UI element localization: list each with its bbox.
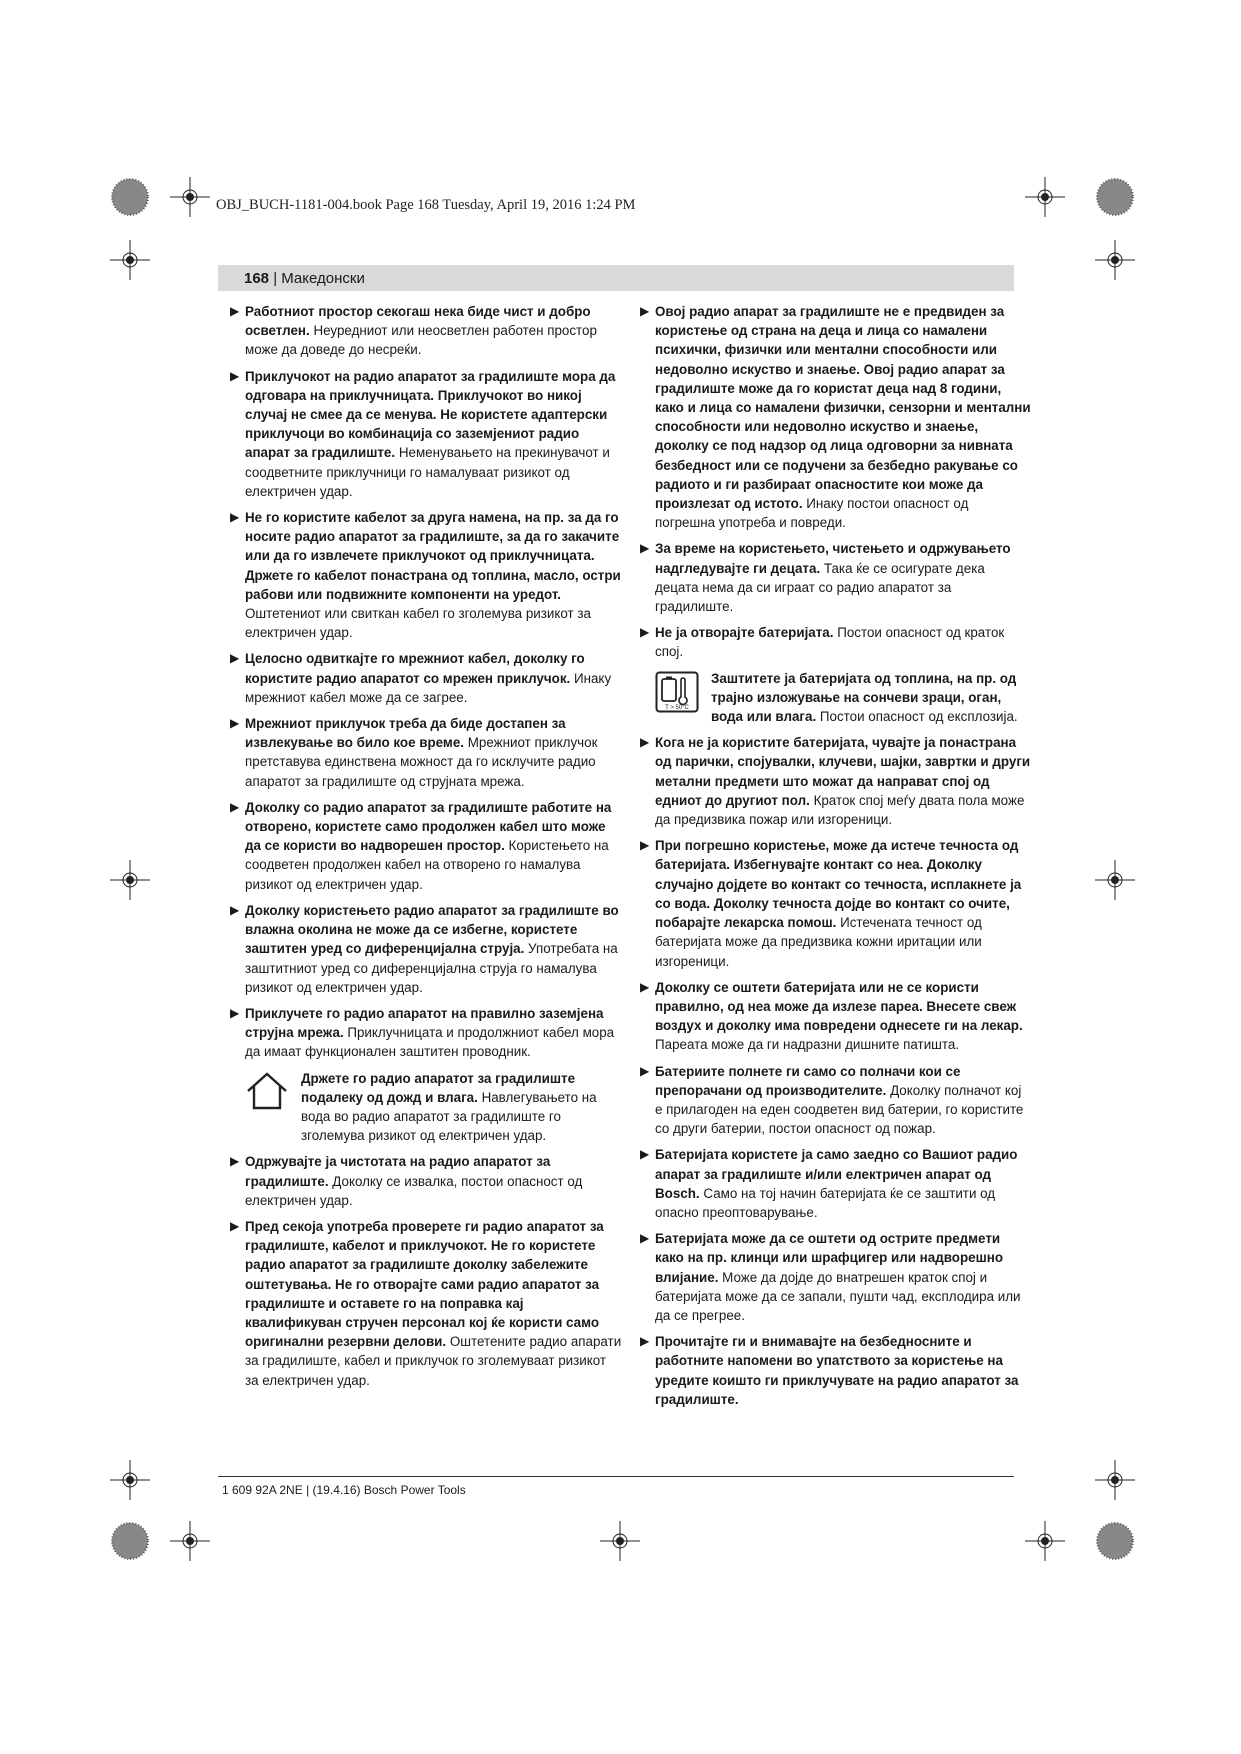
bullet-arrow-icon: ▶: [230, 368, 240, 383]
bullet-arrow-icon: ▶: [640, 979, 650, 994]
item-bold: Батериите полнете ги само со полначи кои се препорачани од производителите.: [655, 1063, 961, 1098]
item-bold: Приклучете го радио апаратот на правилно заземјена струјна мрежа.: [245, 1005, 604, 1041]
list-item: [640, 1332, 1032, 1409]
item-bold: Одржувајте ја чистотата на радио апаратот за градилиште.: [245, 1154, 551, 1189]
item-text: Може да дојде до внатрешен краток спој и батеријата може да се запали, пушти чад, експлодира или да се прегрее.: [655, 1269, 1021, 1323]
item-bold: Доколку користењето радио апаратот за градилиште во влажна околина не може да се избегне, користете заштитен уред со диференцијална струја.: [245, 902, 619, 957]
bullet-arrow-icon: ▶: [640, 541, 650, 556]
list-item: [640, 623, 1032, 661]
item-text: Употребата на заштитниот уред со диференцијална струја го намалува ризикот од електричен удар.: [245, 941, 618, 995]
bullet-arrow-icon: ▶: [640, 625, 650, 640]
item-bold: За време на користењето, чистењето и одржувањето надгледувајте ги децата.: [655, 541, 1011, 576]
crosshair-icon: [1095, 1460, 1135, 1500]
item-bold: Не ја отворајте батеријата.: [655, 625, 834, 641]
list-item: [640, 978, 1032, 1055]
boxed-bold: Заштитете ја батеријата од топлина, на пр. од трајно изложување на сончеви зраци, оган, вода или влага.: [711, 670, 1017, 725]
boxed-warning-rain: [245, 1069, 622, 1146]
bullet-arrow-icon: ▶: [230, 510, 240, 525]
list-item: [230, 649, 622, 707]
bullet-arrow-icon: ▶: [230, 902, 240, 917]
item-text: Доколку се извалка, постои опасност од електричен удар.: [245, 1173, 583, 1208]
bullet-arrow-icon: ▶: [230, 304, 240, 318]
list-item: [640, 539, 1032, 616]
list-item: [230, 714, 622, 791]
print-info-line: OBJ_BUCH-1181-004.book Page 168 Tuesday, April 19, 2016 1:24 PM: [216, 197, 636, 213]
bullet-arrow-icon: ▶: [640, 1063, 650, 1078]
item-text: Неуредниот или неосветлен работен простор може да доведе до несреќи.: [245, 323, 597, 358]
registration-wheel-icon: [110, 1521, 150, 1561]
boxed-bold: Држете го радио апаратот за градилиште подалеку од дожд и влага.: [301, 1070, 576, 1105]
item-bold: Приклучокот на радио апаратот за градилиште мора да одговара на приклучницата. Приклучокот во никој случај не смее да се менува. Не користете адаптерски приклучоци во комбинација со заземјениот радио апарат за градилиште.: [245, 368, 616, 461]
list-item: [230, 1152, 622, 1210]
item-bold: Батеријата користете ја само заедно со Вашиот радио апарат за градилиште и/или електричен апарат од Bosch.: [655, 1147, 1018, 1201]
item-bold: При погрешно користење, може да истече течноста од батеријата. Избегнувајте контакт со неа. Доколку случајно дојдете во контакт со течноста, исплакнете ја со вода. Доколку течноста дојде во контакт со очите, побарајте лекарска помош.: [655, 838, 1022, 931]
item-bold: Мрежниот приклучок треба да биде достапен за извлекување во било кое време.: [245, 716, 566, 751]
item-text: Неменувањето на прекинувачот и соодветните приклучници го намалуваат ризикот од електричен удар.: [245, 445, 610, 499]
bullet-arrow-icon: ▶: [230, 1005, 240, 1020]
item-bold: Батеријата може да се оштети од острите предмети како на пр. клинци или шрафцигер или надворешно влијание.: [655, 1231, 1004, 1285]
list-item: [640, 1062, 1032, 1139]
list-item: [230, 367, 622, 501]
boxed-text: Постои опасност од експлозија.: [816, 709, 1018, 725]
list-item: [640, 1229, 1032, 1325]
item-bold: Овој радио апарат за градилиште не е предвиден за користење од страна на деца и лица со намалени психички, физички или ментални способности или недоволно искуство и знаење. Овој радио апарат за градилиште може да го користат деца над 8 години, како и лица со намалени физички, сензорни и ментални способности или недоволно искуство и знаење, доколку се под надзор од лица одговорни за нивната безбедност или се подучени за безбедно ракување со радиото и ги разбираат опасностите кои може да произлезат од истото.: [655, 304, 1031, 512]
list-item: [230, 901, 622, 997]
bullet-arrow-icon: ▶: [640, 1231, 650, 1246]
item-text: Оштетените радио апарати за градилиште, кабел и приклучок го зголемуваат ризикот за електричен удар.: [245, 1334, 622, 1388]
item-text: Инаку мрежниот кабел може да се загрее.: [245, 670, 612, 705]
left-column: [230, 302, 622, 1397]
item-bold: Не го користите кабелот за друга намена, на пр. за да го носите радио апаратот за градилиште, за да го закачите или да го извлечете приклучокот од приклучницата. Држете го кабелот понастрана од топлина, масло, остри рабови или подвижните компоненти на уредот.: [245, 510, 621, 602]
bullet-arrow-icon: ▶: [640, 838, 650, 853]
list-item: [640, 1145, 1032, 1222]
crosshair-icon: [600, 1521, 640, 1561]
crosshair-icon: [170, 1521, 210, 1561]
battery-heat-icon: [655, 671, 699, 713]
crosshair-icon: [110, 1460, 150, 1500]
boxed-warning-battery-heat: [655, 669, 1032, 727]
item-bold: Целосно одвиткајте го мрежниот кабел, доколку го користите радио апаратот со мрежен приклучок.: [245, 651, 585, 686]
crosshair-icon: [1025, 177, 1065, 217]
item-text: Пареата може да ги надразни дишните патишта.: [655, 1037, 960, 1053]
bullet-arrow-icon: ▶: [640, 1147, 650, 1162]
item-text: Така ќе се осигурате дека децата нема да си играат со радио апаратот за градилиште.: [655, 560, 985, 615]
registration-wheel-icon: [1095, 177, 1135, 217]
crosshair-icon: [1095, 860, 1135, 900]
crosshair-icon: [1025, 1521, 1065, 1561]
item-text: Истечената течност од батеријата може да предизвика кожни иритации или изгореници.: [655, 915, 982, 969]
crosshair-icon: [170, 177, 210, 217]
bullet-arrow-icon: ▶: [230, 1154, 240, 1169]
crosshair-icon: [1095, 240, 1135, 280]
item-text: Приклучницата и продолжниот кабел мора да имаат функционален заштитен проводник.: [245, 1025, 615, 1060]
item-bold: Пред секоја употреба проверете ги радио апаратот за градилиште, кабелот и приклучокот. Не го користете радио апаратот за градилиште доколку забележите оштетувања. Не го отворајте сами радио апаратот за градилиште и оставете го на поправка кај квалификуван стручен персонал кој ќе користи само оригинални резервни делови.: [245, 1218, 604, 1350]
registration-wheel-icon: [110, 177, 150, 217]
item-bold: Доколку со радио апаратот за градилиште работите на отворено, користете само продолжен кабел што може да се користи во надворешен простор.: [245, 799, 612, 854]
list-item: [230, 508, 622, 642]
page-footer: 1 609 92A 2NE | (19.4.16) Bosch Power Tools: [222, 1483, 466, 1497]
bullet-arrow-icon: ▶: [640, 304, 650, 318]
list-item: [230, 302, 622, 360]
bullet-arrow-icon: ▶: [230, 799, 240, 814]
list-item: [640, 733, 1032, 829]
footer-rule: [218, 1476, 1014, 1477]
list-item: [230, 798, 622, 894]
registration-wheel-icon: [1095, 1521, 1135, 1561]
item-text: Користењето на соодветен продолжен кабел на отворено го намалува ризикот од електричен удар.: [245, 838, 609, 892]
boxed-text: Навлегувањето на вода во радио апаратот за градилиште го зголемува ризикот од електричен удар.: [301, 1089, 597, 1144]
item-bold: Прочитајте ги и внимавајте на безбедносните и работните напомени во упатството за користење на уредите коишто ги приклучувате на радио апаратот за градилиште.: [655, 1334, 1019, 1407]
bullet-arrow-icon: ▶: [230, 651, 240, 666]
list-item: [230, 1004, 622, 1062]
header-language: Македонски: [281, 270, 365, 287]
list-item: [640, 836, 1032, 970]
page-number: 168: [244, 270, 270, 287]
list-item: [230, 1217, 622, 1390]
item-bold: Кога не ја користите батеријата, чувајте ја понастрана од парички, спојувалки, клучеви, шајки, завртки и други метални предмети што можат да направат спој од едниот до другиот пол.: [655, 735, 1031, 808]
list-item: [640, 302, 1032, 532]
item-text: Доколку полначот кој е прилагоден на еден соодветен вид батерии, го користите со други батерии, постои опасност од пожар.: [655, 1082, 1024, 1137]
bullet-arrow-icon: ▶: [640, 1334, 650, 1349]
header-separator: |: [269, 270, 282, 287]
item-text: Краток спој меѓу двата пола може да предизвика пожар или изгореници.: [655, 792, 1025, 828]
bullet-arrow-icon: ▶: [640, 735, 650, 750]
item-text: Постои опасност од краток спој.: [655, 625, 1005, 660]
item-text: Оштетениот или свиткан кабел го зголемува ризикот за електричен удар.: [245, 606, 591, 641]
item-bold: Работниот простор секогаш нека биде чист и добро осветлен.: [245, 304, 591, 339]
house-icon: [245, 1071, 289, 1111]
item-bold: Доколку се оштети батеријата или не се користи правилно, од неа може да излезе пареа. Внесете свеж воздух и доколку има повредени однесете ги на лекар.: [655, 979, 1023, 1034]
bullet-arrow-icon: ▶: [230, 716, 240, 731]
page-header: [244, 270, 365, 287]
item-text: Мрежниот приклучок претставува единствена можност да го исклучите радио апаратот за градилиште од струјната мрежа.: [245, 735, 598, 789]
crosshair-icon: [110, 240, 150, 280]
right-column: [640, 302, 1032, 1416]
crosshair-icon: [110, 860, 150, 900]
bullet-arrow-icon: ▶: [230, 1218, 240, 1233]
item-text: Само на тој начин батеријата ќе се заштити од опасно преоптоварување.: [655, 1185, 996, 1220]
item-text: Инаку постои опасност од погрешна употреба и повреди.: [655, 496, 969, 531]
battery-heat-icon-label: T > 50°C: [665, 704, 689, 711]
